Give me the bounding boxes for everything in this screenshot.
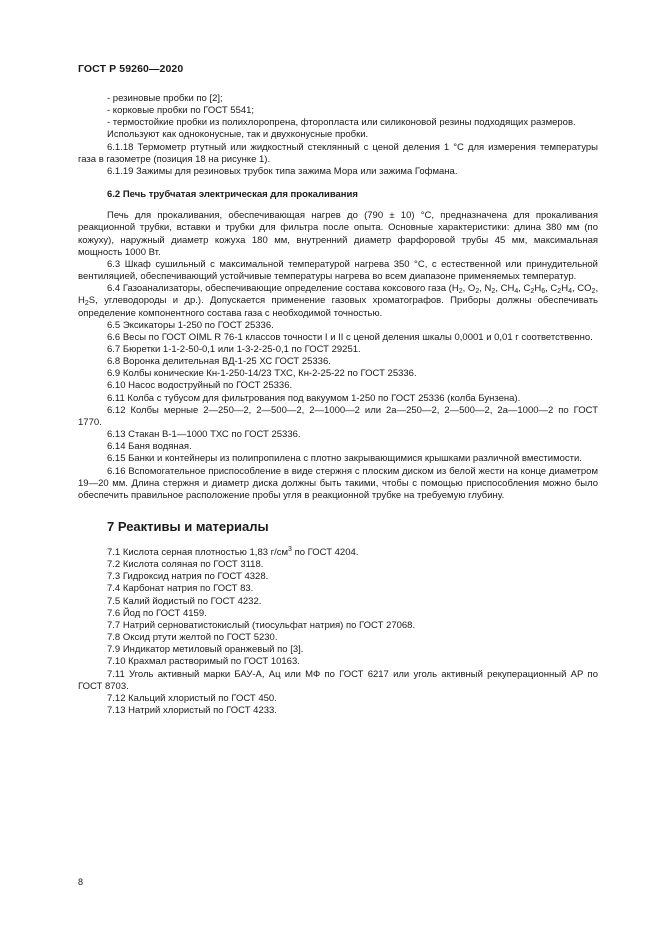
paragraph-7-11: 7.11 Уголь активный марки БАУ-А, Ац или МФ по ГОСТ 6217 или уголь активный рекуперационный АР по ГОСТ 8703.: [78, 668, 598, 692]
paragraph-7-9: 7.9 Индикатор метиловый оранжевый по [3].: [107, 644, 304, 656]
paragraph-6-6: 6.6 Весы по ГОСТ OIML R 76-1 классов точности I и II с ценой деления шкалы 0,0001 и 0,01 г соответственно.: [107, 331, 593, 343]
paragraph-6-14: 6.14 Баня водяная.: [107, 441, 192, 453]
paragraph-6-10: 6.10 Насос водоструйный по ГОСТ 25336.: [107, 380, 293, 392]
paragraph-6-16: 6.16 Вспомогательное приспособление в виде стержня с плоским диском из белой жести на конце диаметром 19—20 мм. Длина стержня и диаметр диска должны быть такими, чтобы с помощью приспособления можно было обеспечить правильное расположение пробы угля в реакционной трубке на требуемую глубину.: [78, 465, 598, 501]
page-number: 8: [78, 877, 84, 887]
paragraph-7-10: 7.10 Крахмал растворимый по ГОСТ 10163.: [107, 656, 300, 668]
paragraph-7-13: 7.13 Натрий хлористый по ГОСТ 4233.: [107, 705, 277, 717]
paragraph-6-3: 6.3 Шкаф сушильный с максимальной температурой нагрева 350 °С, с естественной или принудительной вентиляцией, обеспечивающий устойчивые температуры нагрева во всем диапазоне применяемых температур.: [78, 258, 598, 283]
paragraph-6-5: 6.5 Эксикаторы 1-250 по ГОСТ 25336.: [107, 319, 274, 331]
document-code-header: ГОСТ Р 59260—2020: [78, 63, 184, 75]
paragraph-7-1: 7.1 Кислота серная плотностью 1,83 $г/см^3$ по ГОСТ 4204.: [107, 546, 359, 558]
paragraph-6-11: 6.11 Колба с тубусом для фильтрования под вакуумом 1-250 по ГОСТ 25336 (колба Бунзена).: [107, 392, 521, 404]
list-item-rubber-stoppers: - резиновые пробки по [2];: [107, 93, 223, 104]
paragraph-6-1-19: 6.1.19 Зажимы для резиновых трубок типа зажима Мора или зажима Гофмана.: [107, 165, 458, 177]
page-body: [78, 93, 598, 717]
paragraph-6-9: 6.9 Колбы конические Кн-1-250-14/23 ТХС, Кн-2-25-22 по ГОСТ 25336.: [107, 368, 417, 380]
section-heading-6-2: 6.2 Печь трубчатая электрическая для прокаливания: [107, 189, 358, 201]
paragraph-7-8: 7.8 Оксид ртути желтой по ГОСТ 5230.: [107, 632, 278, 644]
paragraph-7-7: 7.7 Натрий серноватистокислый (тиосульфат натрия) по ГОСТ 27068.: [107, 619, 416, 631]
paragraph-6-13: 6.13 Стакан В-1—1000 ТХС по ГОСТ 25336.: [107, 429, 301, 441]
paragraph-6-1-18: 6.1.18 Термометр ртутный или жидкостный стеклянный с ценой деления 1 °С для измерения температуры газа в газометре (позиция 18 на рисунке 1).: [78, 141, 598, 165]
paragraph-stopper-usage: Используют как одноконусные, так и двухконусные пробки.: [107, 129, 369, 141]
paragraph-7-5: 7.5 Калий йодистый по ГОСТ 4232.: [107, 595, 262, 607]
paragraph-6-15: 6.15 Банки и контейнеры из полипропилена с плотно закрывающимися крышками различной вместимости.: [107, 453, 582, 465]
list-item-cork-stoppers: - корковые пробки по ГОСТ 5541;: [107, 105, 255, 117]
paragraph-7-3: 7.3 Гидроксид натрия по ГОСТ 4328.: [107, 571, 269, 583]
list-item-heat-resistant-stoppers: - термостойкие пробки из полихлоропрена, фторопласта или силиконовой резины подходящих размеров.: [107, 117, 576, 129]
paragraph-6-8: 6.8 Воронка делительная ВД-1-25 ХС ГОСТ 25336.: [107, 356, 331, 368]
paragraph-7-6: 7.6 Йод по ГОСТ 4159.: [107, 607, 207, 619]
paragraph-7-4: 7.4 Карбонат натрия по ГОСТ 83.: [107, 583, 254, 595]
paragraph-6-2-body: Печь для прокаливания, обеспечивающая нагрев до (790 ± 10) °С, предназначена для прокаливания реакционной трубки, вставки и трубки для фильтра после опыта. Основные характеристики: длина 380 мм (по кожуху), наружный диаметр кожуха 180 мм, внутренний диаметр фарфоровой трубы 45 мм, максимальная мощность 1000 Вт.: [78, 210, 598, 258]
paragraph-7-2: 7.2 Кислота соляная по ГОСТ 3118.: [107, 559, 264, 571]
paragraph-6-4: 6.4 Газоанализаторы, обеспечивающие определение состава коксового газа ($H_2$, $O_2$, $N_2$, $CH_4$, $C_2H_6$, $C_2H_4$, $CO_2$, $H_2S$, углеводороды и др.). Допускается применение газовых хроматографов. Приборы должны обеспечивать определение компонентного состава газа с необходимой точностью.: [78, 283, 599, 319]
paragraph-6-12: 6.12 Колбы мерные 2—250—2, 2—500—2, 2—1000—2 или 2а—250—2, 2—500—2, 2а—1000—2 по ГОСТ 1770.: [78, 404, 598, 428]
paragraph-6-7: 6.7 Бюретки 1-1-2-50-0,1 или 1-3-2-25-0,1 по ГОСТ 29251.: [107, 343, 361, 355]
paragraph-7-12: 7.12 Кальций хлористый по ГОСТ 450.: [107, 692, 277, 704]
section-heading-7: 7 Реактивы и материалы: [107, 519, 269, 534]
